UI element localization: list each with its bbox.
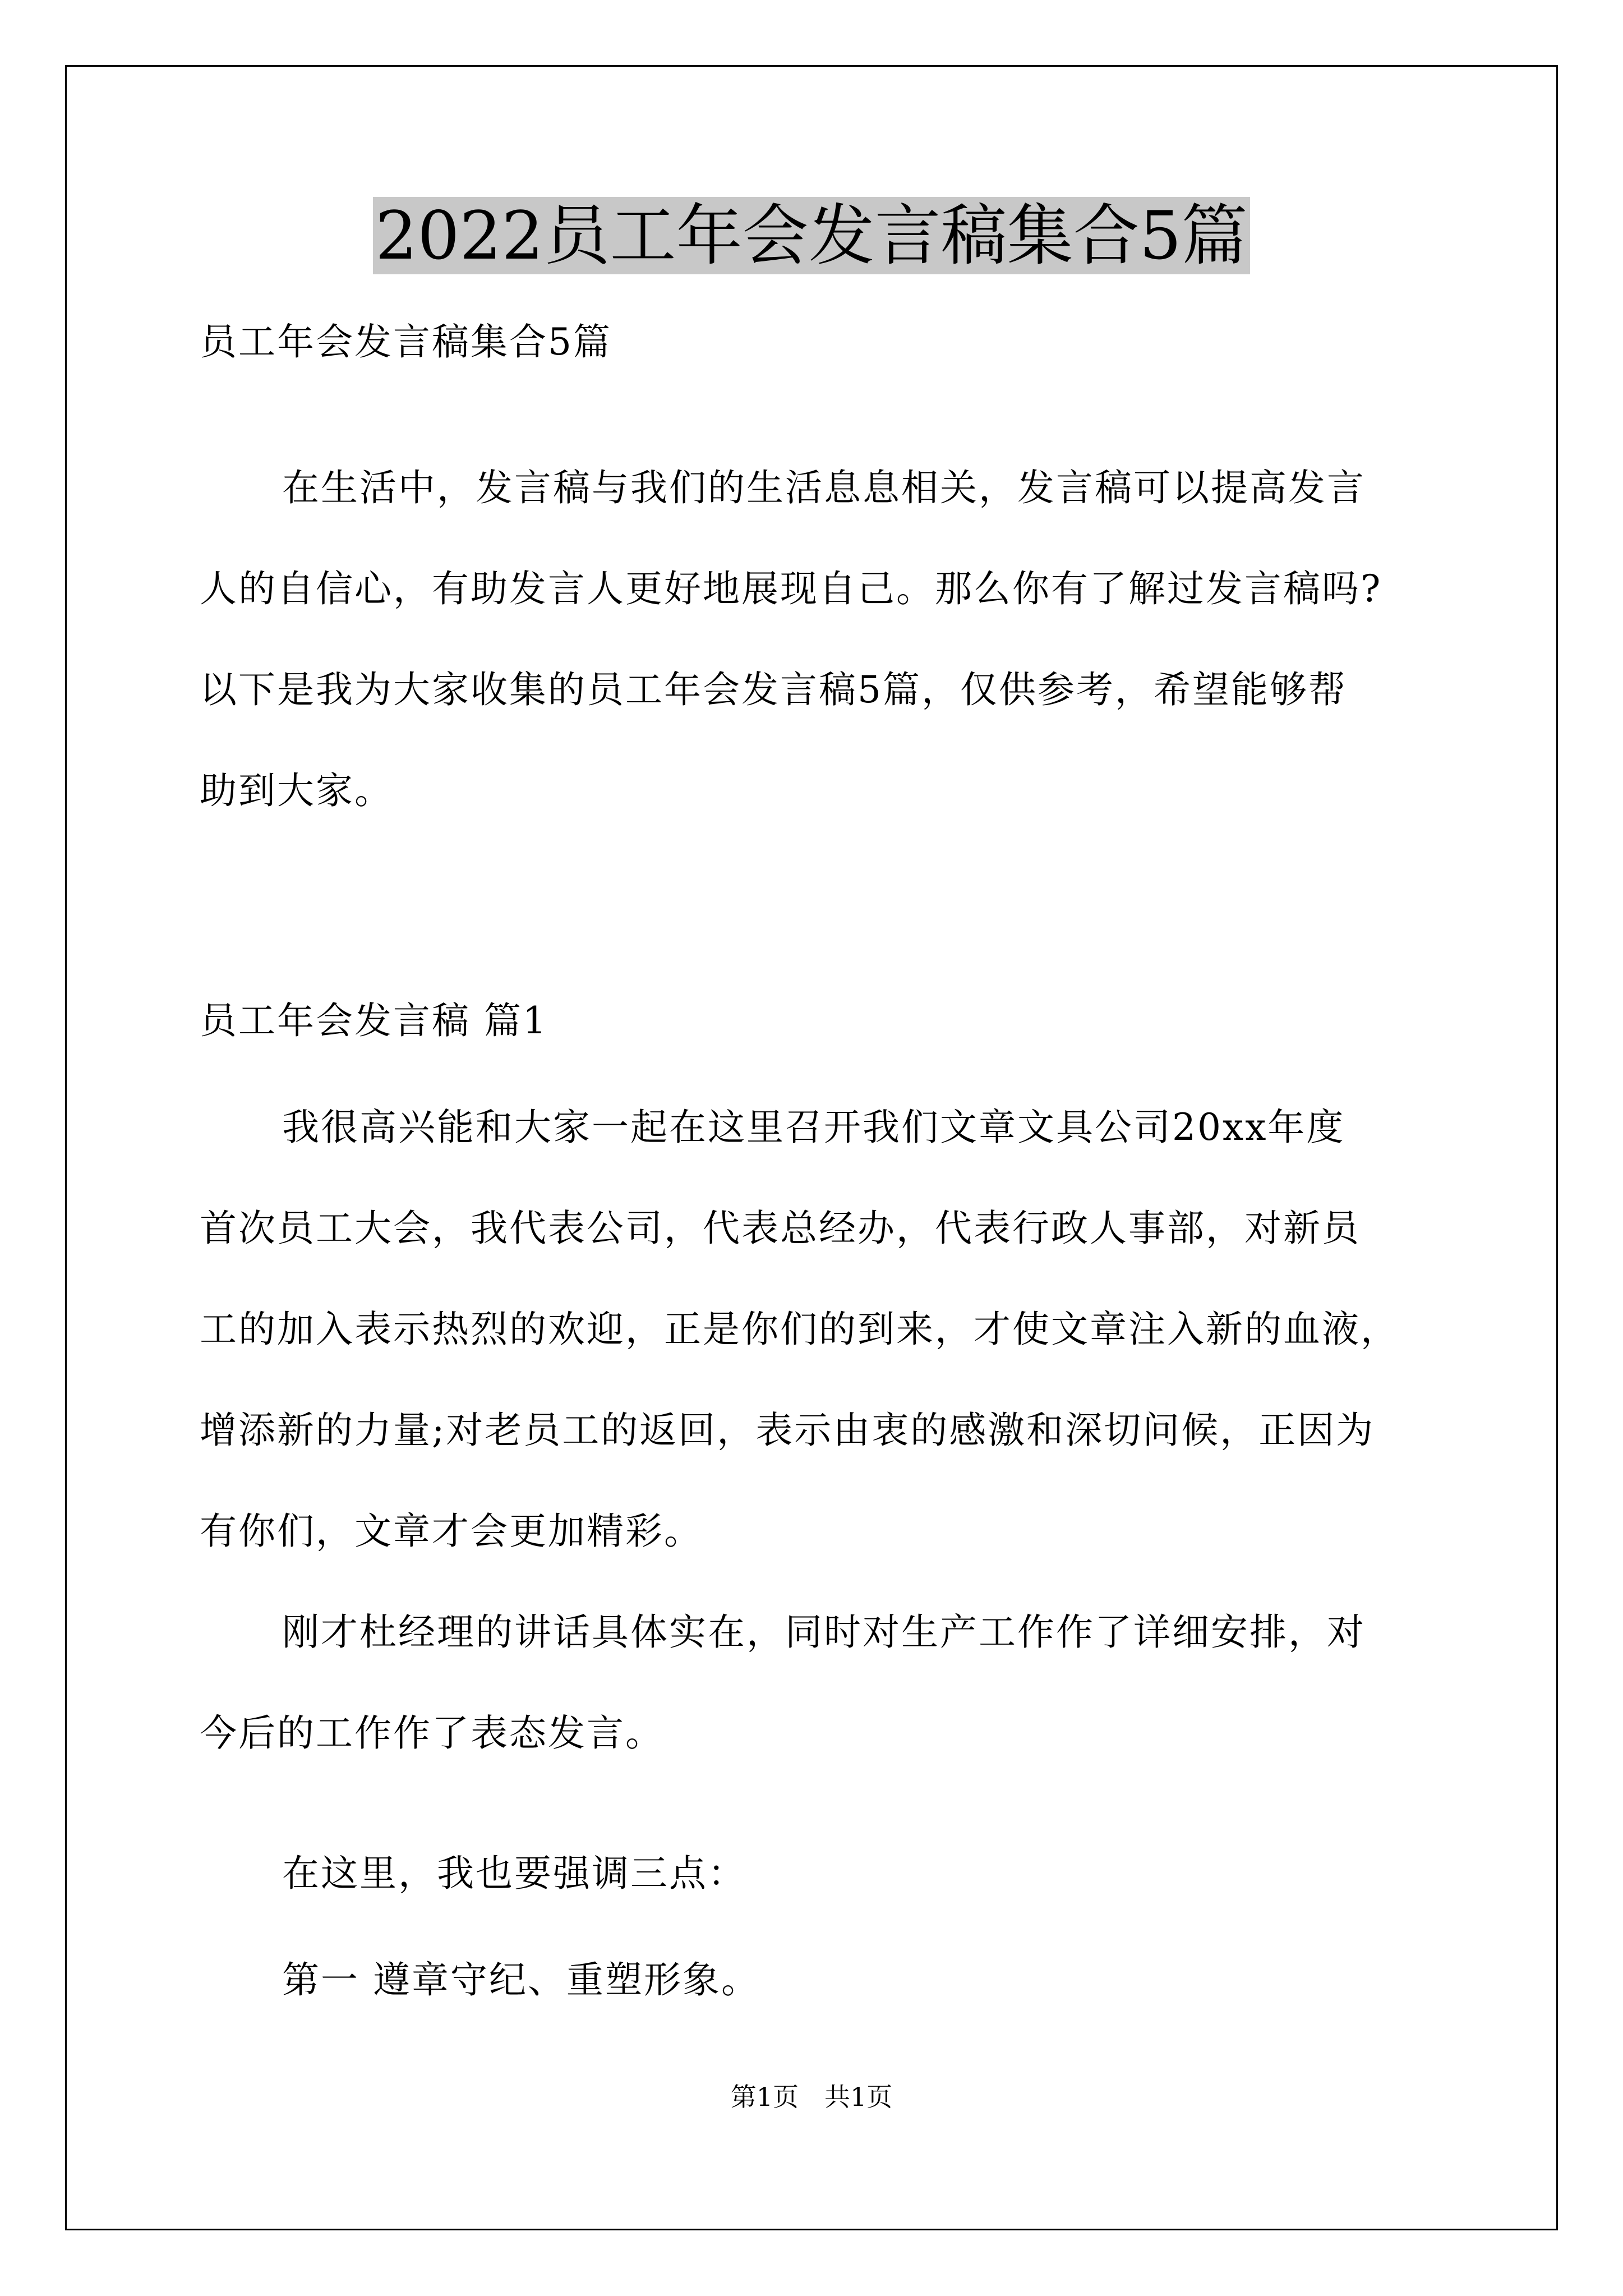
paragraph-line: 刚才杜经理的讲话具体实在，同时对生产工作作了详细安排，对 (282, 1611, 1366, 1654)
paragraph-line: 增添新的力量;对老员工的返回，表示由衷的感激和深切问候，正因为 (200, 1409, 1375, 1452)
paragraph-line: 有你们，文章才会更加精彩。 (200, 1510, 703, 1553)
paragraph-line: 以下是我为大家收集的员工年会发言稿5篇，仅供参考，希望能够帮 (200, 668, 1347, 711)
paragraph-line: 第一 遵章守纪、重塑形象。 (282, 1958, 760, 2001)
document-title: 2022员工年会发言稿集合5篇 (0, 191, 1623, 280)
paragraph-line: 我很高兴能和大家一起在这里召开我们文章文具公司20xx年度 (282, 1106, 1345, 1149)
paragraph-line: 今后的工作作了表态发言。 (200, 1711, 664, 1755)
section-heading: 员工年会发言稿 篇1 (200, 999, 548, 1042)
paragraph-line: 助到大家。 (200, 769, 393, 812)
paragraph-line: 人的自信心，有助发言人更好地展现自己。那么你有了解过发言稿吗? (200, 567, 1382, 610)
paragraph-line: 首次员工大会，我代表公司，代表总经办，代表行政人事部，对新员 (200, 1207, 1361, 1250)
paragraph-line: 工的加入表示热烈的欢迎，正是你们的到来，才使文章注入新的血液， (200, 1308, 1399, 1351)
paragraph-line: 在生活中，发言稿与我们的生活息息相关，发言稿可以提高发言 (282, 466, 1366, 509)
subtitle: 员工年会发言稿集合5篇 (200, 320, 612, 364)
page-footer: 第1页 共1页 (730, 2082, 893, 2112)
paragraph-line: 在这里，我也要强调三点： (282, 1852, 746, 1895)
